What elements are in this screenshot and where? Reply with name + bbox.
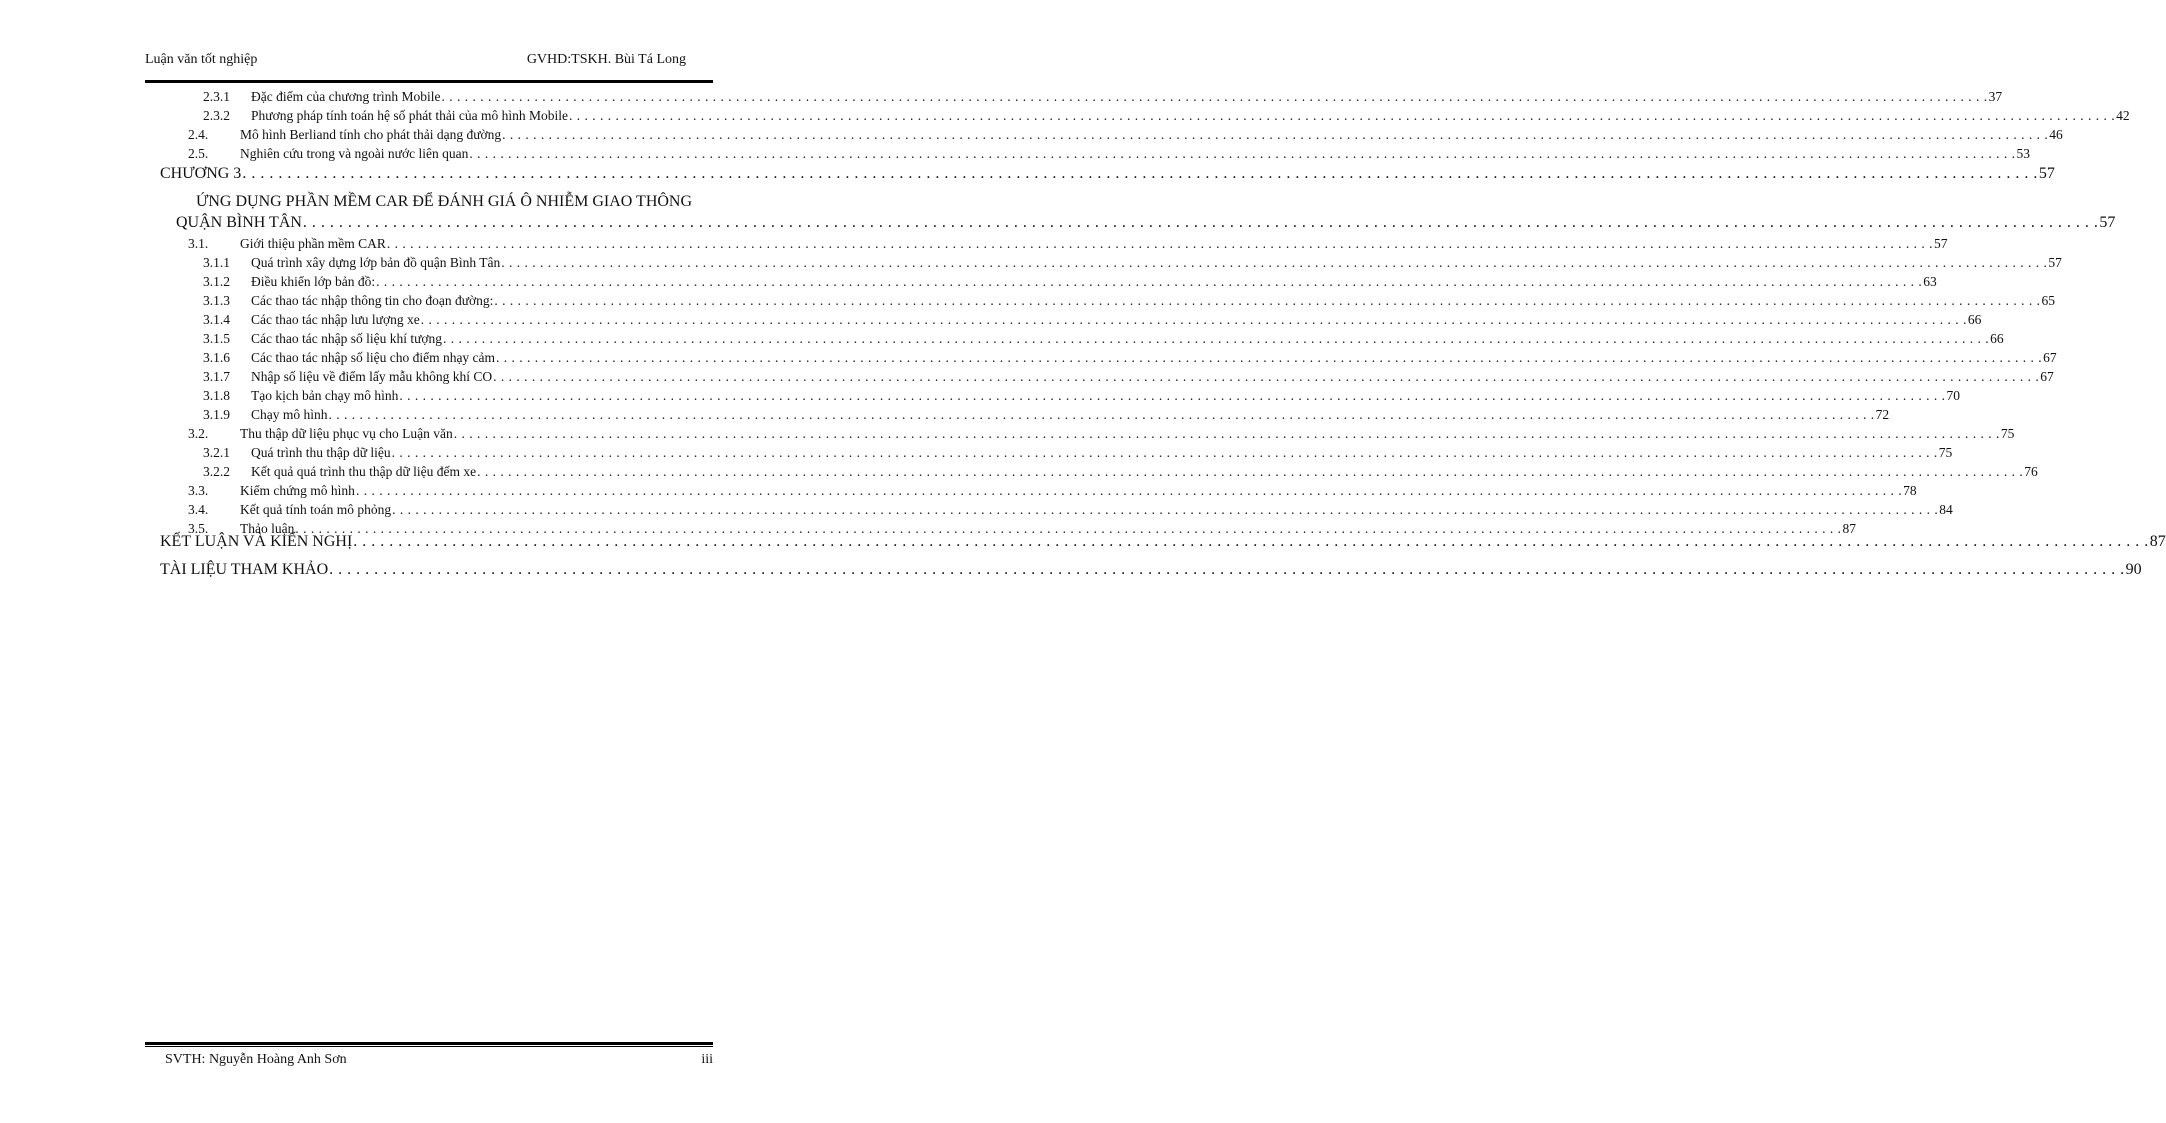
- toc-dot-leader: . . . . . . . . . . . . . . . . . . . . . . . . . . . . . . . . . . . . . . . . . . . . . . . . . . . . . . . . . . . . . . . . . . . . . . . . . . . . . . . . . . . . . . . . . . . . . . . . . . . . . . . . . . . . . . . . . . . . . . . . . . . . . . . . . . . . . . . . . . . . . . . . . . . . . . . . . . . . . . . . . . . . . . . . . . . . . . . . . . . . . . . . . . . . . . . . . . . . . . . .: [353, 533, 2149, 550]
- toc-entry-number: 3.2.: [188, 426, 209, 441]
- toc-entry-title: Thảo luận: [240, 521, 295, 536]
- toc-entry-page: 53: [2016, 146, 2030, 161]
- toc-dot-leader: . . . . . . . . . . . . . . . . . . . . . . . . . . . . . . . . . . . . . . . . . . . . . . . . . . . . . . . . . . . . . . . . . . . . . . . . . . . . . . . . . . . . . . . . . . . . . . . . . . . . . . . . . . . . . . . . . . . . . . . . . . . . . . . . . . . . . . . . . . . . . . . . . . . . . . . . . . . . . . . . . . . . . . . . . . . . . . . . . . . . . . . . . . . . . . . . . . . . . . . .: [453, 426, 2000, 441]
- toc-dot-leader: . . . . . . . . . . . . . . . . . . . . . . . . . . . . . . . . . . . . . . . . . . . . . . . . . . . . . . . . . . . . . . . . . . . . . . . . . . . . . . . . . . . . . . . . . . . . . . . . . . . . . . . . . . . . . . . . . . . . . . . . . . . . . . . . . . . . . . . . . . . . . . . . . . . . . . . . . . . . . . . . . . . . . . . . . . . . . . . . . . . . . . . . . . . . . . . . . . . . . . . .: [496, 350, 2043, 365]
- toc-entry-page: 57: [2099, 214, 2116, 231]
- header-thesis-label: Luận văn tốt nghiệp: [145, 52, 258, 67]
- toc-entry-number: 3.2.2: [203, 464, 230, 479]
- footer-student: SVTH: Nguyễn Hoàng Anh Sơn: [165, 1052, 347, 1067]
- toc-dot-leader: . . . . . . . . . . . . . . . . . . . . . . . . . . . . . . . . . . . . . . . . . . . . . . . . . . . . . . . . . . . . . . . . . . . . . . . . . . . . . . . . . . . . . . . . . . . . . . . . . . . . . . . . . . . . . . . . . . . . . . . . . . . . . . . . . . . . . . . . . . . . . . . . . . . . . . . . . . . . . . . . . . . . . . . . . . . . . . . . . . . . . . . . . . . . . . . . . . . . . . . .: [443, 331, 1990, 346]
- toc-entry: [203, 350, 2057, 366]
- toc-dot-leader: . . . . . . . . . . . . . . . . . . . . . . . . . . . . . . . . . . . . . . . . . . . . . . . . . . . . . . . . . . . . . . . . . . . . . . . . . . . . . . . . . . . . . . . . . . . . . . . . . . . . . . . . . . . . . . . . . . . . . . . . . . . . . . . . . . . . . . . . . . . . . . . . . . . . . . . . . . . . . . . . . . . . . . . . . . . . . . . . . . . . . . . . . . . . . . . . . . . . . . . .: [494, 293, 2041, 308]
- toc-entry-page: 67: [2043, 350, 2057, 365]
- toc-entry: [176, 214, 2116, 232]
- footer-page-number: iii: [701, 1052, 713, 1067]
- toc-dot-leader: . . . . . . . . . . . . . . . . . . . . . . . . . . . . . . . . . . . . . . . . . . . . . . . . . . . . . . . . . . . . . . . . . . . . . . . . . . . . . . . . . . . . . . . . . . . . . . . . . . . . . . . . . . . . . . . . . . . . . . . . . . . . . . . . . . . . . . . . . . . . . . . . . . . . . . . . . . . . . . . . . . . . . . . . . . . . . . . . . . . . . . . . . . . . . . . . . . . . . . . .: [242, 165, 2038, 182]
- toc-entry-title: Chạy mô hình: [251, 407, 328, 422]
- toc-entry-title: Tạo kịch bản chạy mô hình: [251, 388, 399, 403]
- toc-entry-number: 3.1.3: [203, 293, 230, 308]
- toc-entry-number: 3.2.1: [203, 445, 230, 460]
- toc-entry: [160, 561, 2142, 579]
- toc-entry-number: 3.1.8: [203, 388, 230, 403]
- toc-dot-leader: . . . . . . . . . . . . . . . . . . . . . . . . . . . . . . . . . . . . . . . . . . . . . . . . . . . . . . . . . . . . . . . . . . . . . . . . . . . . . . . . . . . . . . . . . . . . . . . . . . . . . . . . . . . . . . . . . . . . . . . . . . . . . . . . . . . . . . . . . . . . . . . . . . . . . . . . . . . . . . . . . . . . . . . . . . . . . . . . . . . . . . . . . . . . . . . . . . . . . . . .: [392, 502, 1939, 517]
- toc-entry-title: Mô hình Berliand tính cho phát thải dạng đường: [240, 127, 502, 142]
- toc-entry-number: 3.5.: [188, 521, 209, 536]
- toc-entry: [203, 255, 2062, 271]
- toc-entry-number: 2.3.2: [203, 108, 230, 123]
- toc-entry-number: 2.4.: [188, 127, 209, 142]
- toc-entry: [188, 502, 1953, 518]
- toc-entry: [203, 407, 1890, 423]
- toc-entry: [160, 533, 2166, 551]
- toc-entry-number: 3.1.1: [203, 255, 230, 270]
- toc-entry: [203, 464, 2038, 480]
- toc-entry-page: 63: [1923, 274, 1937, 289]
- toc-entry: [188, 426, 2015, 442]
- toc-entry-page: 46: [2049, 127, 2063, 142]
- toc-entry-page: 65: [2041, 293, 2056, 308]
- header-rule: [145, 80, 713, 83]
- toc-dot-leader: . . . . . . . . . . . . . . . . . . . . . . . . . . . . . . . . . . . . . . . . . . . . . . . . . . . . . . . . . . . . . . . . . . . . . . . . . . . . . . . . . . . . . . . . . . . . . . . . . . . . . . . . . . . . . . . . . . . . . . . . . . . . . . . . . . . . . . . . . . . . . . . . . . . . . . . . . . . . . . . . . . . . . . . . . . . . . . . . . . . . . . . . . . . . . . . . . . . . . . . .: [501, 255, 2048, 270]
- toc-entry-page: 57: [1934, 236, 1948, 251]
- toc-entry-number: 3.4.: [188, 502, 209, 517]
- toc-entry-page: 75: [1938, 445, 1953, 460]
- toc-entry-title: TÀI LIỆU THAM KHẢO: [160, 561, 329, 578]
- toc-entry-page: 57: [2048, 255, 2062, 270]
- toc-entry-title: Nhập số liệu về điểm lấy mẫu không khí CO: [251, 369, 493, 384]
- toc-entry-page: 87: [1842, 521, 1856, 536]
- toc-dot-leader: . . . . . . . . . . . . . . . . . . . . . . . . . . . . . . . . . . . . . . . . . . . . . . . . . . . . . . . . . . . . . . . . . . . . . . . . . . . . . . . . . . . . . . . . . . . . . . . . . . . . . . . . . . . . . . . . . . . . . . . . . . . . . . . . . . . . . . . . . . . . . . . . . . . . . . . . . . . . . . . . . . . . . . . . . . . . . . . . . . . . . . . . . . . . . . . . . . . . . . . .: [328, 407, 1875, 422]
- toc-entry-page: 37: [1988, 89, 2003, 104]
- toc-entry: [203, 388, 1960, 404]
- toc-entry-title: Kiểm chứng mô hình: [240, 483, 355, 498]
- toc-dot-leader: . . . . . . . . . . . . . . . . . . . . . . . . . . . . . . . . . . . . . . . . . . . . . . . . . . . . . . . . . . . . . . . . . . . . . . . . . . . . . . . . . . . . . . . . . . . . . . . . . . . . . . . . . . . . . . . . . . . . . . . . . . . . . . . . . . . . . . . . . . . . . . . . . . . . . . . . . . . . . . . . . . . . . . . . . . . . . . . . . . . . . . . . . . . . . . . . . . . . . . . .: [420, 312, 1967, 327]
- toc-entry-page: 70: [1946, 388, 1960, 403]
- toc-dot-leader: . . . . . . . . . . . . . . . . . . . . . . . . . . . . . . . . . . . . . . . . . . . . . . . . . . . . . . . . . . . . . . . . . . . . . . . . . . . . . . . . . . . . . . . . . . . . . . . . . . . . . . . . . . . . . . . . . . . . . . . . . . . . . . . . . . . . . . . . . . . . . . . . . . . . . . . . . . . . . . . . . . . . . . . . . . . . . . . . . . . . . . . . . . . . . . . . . . . . . . . .: [493, 369, 2040, 384]
- toc-dot-leader: . . . . . . . . . . . . . . . . . . . . . . . . . . . . . . . . . . . . . . . . . . . . . . . . . . . . . . . . . . . . . . . . . . . . . . . . . . . . . . . . . . . . . . . . . . . . . . . . . . . . . . . . . . . . . . . . . . . . . . . . . . . . . . . . . . . . . . . . . . . . . . . . . . . . . . . . . . . . . . . . . . . . . . . . . . . . . . . . . . . . . . . . . . . . . . . . . . . . . . . .: [469, 146, 2016, 161]
- toc-dot-leader: . . . . . . . . . . . . . . . . . . . . . . . . . . . . . . . . . . . . . . . . . . . . . . . . . . . . . . . . . . . . . . . . . . . . . . . . . . . . . . . . . . . . . . . . . . . . . . . . . . . . . . . . . . . . . . . . . . . . . . . . . . . . . . . . . . . . . . . . . . . . . . . . . . . . . . . . . . . . . . . . . . . . . . . . . . . . . . . . . . . . . . . . . . . . . . . . . . . . . . . .: [477, 464, 2024, 479]
- toc-entry-number: 3.1.4: [203, 312, 230, 327]
- toc-entry-number: 3.1.: [188, 236, 209, 251]
- toc-dot-leader: . . . . . . . . . . . . . . . . . . . . . . . . . . . . . . . . . . . . . . . . . . . . . . . . . . . . . . . . . . . . . . . . . . . . . . . . . . . . . . . . . . . . . . . . . . . . . . . . . . . . . . . . . . . . . . . . . . . . . . . . . . . . . . . . . . . . . . . . . . . . . . . . . . . . . . . . . . . . . . . . . . . . . . . . . . . . . . . . . . . . . . . . . . . . . . . . . . . . . . . .: [386, 236, 1934, 251]
- toc-entry: [188, 127, 2063, 143]
- toc-entry: [176, 193, 712, 211]
- toc-entry: [188, 146, 2030, 162]
- toc-entry: [203, 89, 2003, 105]
- toc-entry-page: 90: [2125, 561, 2142, 578]
- toc-dot-leader: . . . . . . . . . . . . . . . . . . . . . . . . . . . . . . . . . . . . . . . . . . . . . . . . . . . . . . . . . . . . . . . . . . . . . . . . . . . . . . . . . . . . . . . . . . . . . . . . . . . . . . . . . . . . . . . . . . . . . . . . . . . . . . . . . . . . . . . . . . . . . . . . . . . . . . . . . . . . . . . . . . . . . . . . . . . . . . . . . . . . . . . . . . . . . . . . . . . . . . . .: [441, 89, 1988, 104]
- toc-entry-title: Các thao tác nhập thông tin cho đoạn đường:: [251, 293, 494, 308]
- toc-entry: [203, 108, 2130, 124]
- page-header: [145, 52, 712, 72]
- toc-entry-title: Giới thiệu phần mềm CAR: [240, 236, 386, 251]
- toc-entry-title: CHƯƠNG 3: [160, 165, 242, 182]
- toc-entry-title: Phương pháp tính toán hệ số phát thải của mô hình Mobile: [251, 108, 569, 123]
- toc-entry-page: 75: [2000, 426, 2015, 441]
- toc-entry-title: Các thao tác nhập lưu lượng xe: [251, 312, 420, 327]
- toc-dot-leader: . . . . . . . . . . . . . . . . . . . . . . . . . . . . . . . . . . . . . . . . . . . . . . . . . . . . . . . . . . . . . . . . . . . . . . . . . . . . . . . . . . . . . . . . . . . . . . . . . . . . . . . . . . . . . . . . . . . . . . . . . . . . . . . . . . . . . . . . . . . . . . . . . . . . . . . . . . . . . . . . . . . . . . . . . . . . . . . . . . . . . . . . . . . . . . . . . . . . . . . .: [329, 561, 2125, 578]
- toc-entry: [203, 331, 2004, 347]
- toc-entry: [203, 274, 1937, 290]
- toc-entry-number: 3.1.9: [203, 407, 230, 422]
- toc-entry-page: 84: [1939, 502, 1953, 517]
- toc-entry-page: 67: [2040, 369, 2054, 384]
- toc-entry-title: Quá trình thu thập dữ liệu: [251, 445, 391, 460]
- toc-entry-title: Điều khiển lớp bản đồ:: [251, 274, 376, 289]
- toc-entry-title: Đặc điểm của chương trình Mobile: [251, 89, 441, 104]
- toc-entry-title: Kết quả tính toán mô phỏng: [240, 502, 392, 517]
- page-footer: [165, 1052, 713, 1072]
- toc-entry-title: Nghiên cứu trong và ngoài nước liên quan: [240, 146, 469, 161]
- toc-entry-number: 2.3.1: [203, 89, 230, 104]
- toc-dot-leader: . . . . . . . . . . . . . . . . . . . . . . . . . . . . . . . . . . . . . . . . . . . . . . . . . . . . . . . . . . . . . . . . . . . . . . . . . . . . . . . . . . . . . . . . . . . . . . . . . . . . . . . . . . . . . . . . . . . . . . . . . . . . . . . . . . . . . . . . . . . . . . . . . . . . . . . . . . . . . . . . . . . . . . . . . . . . . . . . . . . . . . . . . . . . . . . . . . . . . . . .: [569, 108, 2116, 123]
- toc-dot-leader: . . . . . . . . . . . . . . . . . . . . . . . . . . . . . . . . . . . . . . . . . . . . . . . . . . . . . . . . . . . . . . . . . . . . . . . . . . . . . . . . . . . . . . . . . . . . . . . . . . . . . . . . . . . . . . . . . . . . . . . . . . . . . . . . . . . . . . . . . . . . . . . . . . . . . . . . . . . . . . . . . . . . . . . . . . . . . . . . . . . . . . . . . . . . . . . . . . . . . . . .: [295, 521, 1842, 536]
- toc-entry: [160, 165, 2055, 183]
- toc-entry-page: 42: [2116, 108, 2130, 123]
- toc-entry-title: Kết quả quá trình thu thập dữ liệu đếm xe: [251, 464, 477, 479]
- footer-rule-thin: [145, 1046, 713, 1047]
- toc-entry-page: 87: [2149, 533, 2166, 550]
- toc-dot-leader: . . . . . . . . . . . . . . . . . . . . . . . . . . . . . . . . . . . . . . . . . . . . . . . . . . . . . . . . . . . . . . . . . . . . . . . . . . . . . . . . . . . . . . . . . . . . . . . . . . . . . . . . . . . . . . . . . . . . . . . . . . . . . . . . . . . . . . . . . . . . . . . . . . . . . . . . . . . . . . . . . . . . . . . . . . . . . . . . . . . . . . . . . . . . . . . . . . . . . . . .: [502, 127, 2049, 142]
- toc-entry-page: 57: [2038, 165, 2055, 182]
- toc-entry: [203, 369, 2054, 385]
- toc-entry-title: Các thao tác nhập số liệu cho điểm nhạy cảm: [251, 350, 496, 365]
- toc-entry-number: 3.3.: [188, 483, 209, 498]
- toc-entry-number: 3.1.7: [203, 369, 230, 384]
- toc-entry-page: 72: [1875, 407, 1890, 422]
- toc-entry: [203, 312, 1982, 328]
- toc-dot-leader: . . . . . . . . . . . . . . . . . . . . . . . . . . . . . . . . . . . . . . . . . . . . . . . . . . . . . . . . . . . . . . . . . . . . . . . . . . . . . . . . . . . . . . . . . . . . . . . . . . . . . . . . . . . . . . . . . . . . . . . . . . . . . . . . . . . . . . . . . . . . . . . . . . . . . . . . . . . . . . . . . . . . . . . . . . . . . . . . . . . . . . . . . . . . . . . . . . . . . . . .: [399, 388, 1946, 403]
- toc-entry-number: 3.1.2: [203, 274, 230, 289]
- toc-entry-number: 3.1.5: [203, 331, 230, 346]
- toc-entry-title: QUẬN BÌNH TÂN: [176, 214, 302, 231]
- toc-entry: [203, 445, 1953, 461]
- toc-entry-page: 78: [1903, 483, 1917, 498]
- toc-entry-page: 76: [2024, 464, 2038, 479]
- toc-entry-title: Thu thập dữ liệu phục vụ cho Luận văn: [240, 426, 453, 441]
- toc-dot-leader: . . . . . . . . . . . . . . . . . . . . . . . . . . . . . . . . . . . . . . . . . . . . . . . . . . . . . . . . . . . . . . . . . . . . . . . . . . . . . . . . . . . . . . . . . . . . . . . . . . . . . . . . . . . . . . . . . . . . . . . . . . . . . . . . . . . . . . . . . . . . . . . . . . . . . . . . . . . . . . . . . . . . . . . . . . . . . . . . . . . . . . . . . . . . . . . . . . . . . . . .: [355, 483, 1903, 498]
- toc-entry-title: Quá trình xây dựng lớp bản đồ quận Bình Tân: [251, 255, 501, 270]
- toc-dot-leader: . . . . . . . . . . . . . . . . . . . . . . . . . . . . . . . . . . . . . . . . . . . . . . . . . . . . . . . . . . . . . . . . . . . . . . . . . . . . . . . . . . . . . . . . . . . . . . . . . . . . . . . . . . . . . . . . . . . . . . . . . . . . . . . . . . . . . . . . . . . . . . . . . . . . . . . . . . . . . . . . . . . . . . . . . . . . . . . . . . . . . . . . . . . . . . . . . . . . . . . .: [302, 214, 2099, 231]
- toc-entry-number: 2.5.: [188, 146, 209, 161]
- footer-rule-thick: [145, 1042, 713, 1045]
- toc-entry: [188, 483, 1917, 499]
- toc-entry: [203, 293, 2056, 309]
- toc-dot-leader: . . . . . . . . . . . . . . . . . . . . . . . . . . . . . . . . . . . . . . . . . . . . . . . . . . . . . . . . . . . . . . . . . . . . . . . . . . . . . . . . . . . . . . . . . . . . . . . . . . . . . . . . . . . . . . . . . . . . . . . . . . . . . . . . . . . . . . . . . . . . . . . . . . . . . . . . . . . . . . . . . . . . . . . . . . . . . . . . . . . . . . . . . . . . . . . . . . . . . . . .: [391, 445, 1938, 460]
- toc-dot-leader: . . . . . . . . . . . . . . . . . . . . . . . . . . . . . . . . . . . . . . . . . . . . . . . . . . . . . . . . . . . . . . . . . . . . . . . . . . . . . . . . . . . . . . . . . . . . . . . . . . . . . . . . . . . . . . . . . . . . . . . . . . . . . . . . . . . . . . . . . . . . . . . . . . . . . . . . . . . . . . . . . . . . . . . . . . . . . . . . . . . . . . . . . . . . . . . . . . . . . . . .: [376, 274, 1923, 289]
- toc-entry-title: ỨNG DỤNG PHẦN MỀM CAR ĐỂ ĐÁNH GIÁ Ô NHIỄM GIAO THÔNG: [195, 193, 693, 210]
- toc-entry-title: KẾT LUẬN VÀ KIẾN NGHỊ: [160, 533, 353, 550]
- toc-entry-number: 3.1.6: [203, 350, 230, 365]
- toc-entry: [188, 236, 1948, 252]
- header-advisor: GVHD:TSKH. Bùi Tá Long: [526, 52, 686, 67]
- toc-entry-title: Các thao tác nhập số liệu khí tượng: [251, 331, 443, 346]
- toc-entry-page: 66: [1990, 331, 2004, 346]
- toc-entry-page: 66: [1967, 312, 1982, 327]
